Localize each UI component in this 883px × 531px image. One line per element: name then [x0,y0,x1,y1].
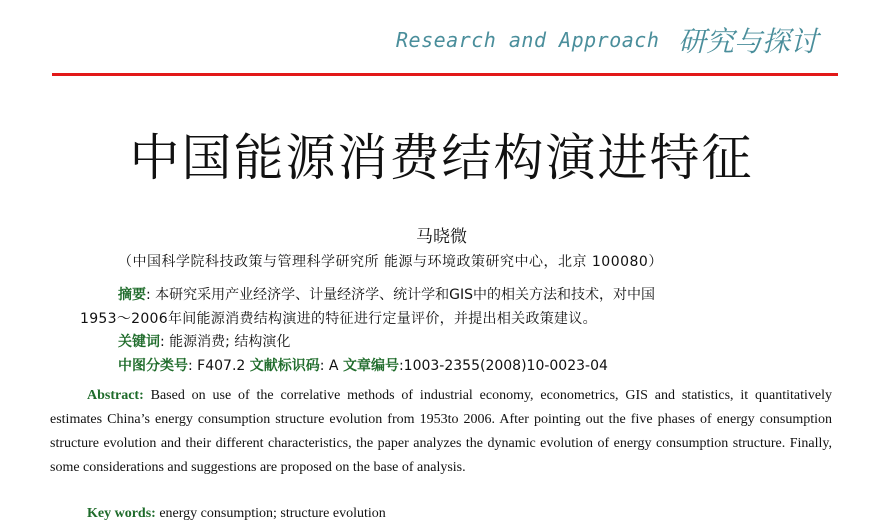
clc-value: : F407.2 [188,358,250,374]
keywords-cn [118,331,883,351]
affiliation: （中国科学院科技政策与管理科学研究所 能源与环境政策研究中心，北京 100080） [118,254,663,270]
clc-label: 中图分类号 [118,358,188,374]
abstract-cn-text1: : 本研究采用产业经济学、计量经济学、统计学和GIS中的相关方法和技术，对中国 [146,287,656,303]
keywords-en [87,506,386,522]
doc-code-value: : A [319,358,343,374]
paper-title: 中国能源消费结构演进特征 [129,129,754,187]
keywords-cn-label: 关键词 [118,334,160,350]
keywords-en-label: Key words: [87,506,156,521]
classification-line [118,355,883,375]
header-chinese: 研究与探讨 [678,25,819,58]
abstract-cn-line2 [80,308,883,328]
keywords-cn-value: : 能源消费; 结构演化 [160,334,291,350]
abstract-en-text: Based on use of the correlative methods of industrial economy, econometrics, GIS and statistics, it quantitatively estimates China’s energy consumption structure evolution from 1953to 2006. After pointing out the five phases of energy consumption structure evolution and their different characteristics, the paper analyzes the dynamic evolution of energy consumption structure. Finally, some considerations and suggestions are proposed on the base of analysis. [50,388,832,475]
article-no-label: 文章编号 [342,358,399,374]
abstract-cn-line1 [118,284,883,304]
doc-code-label: 文献标识码 [249,358,320,374]
keywords-en-value: energy consumption; structure evolution [155,506,386,521]
header-english: Research and Approach [396,28,660,52]
abstract-cn-label: 摘要 [118,287,146,303]
article-no-value: :1003-2355(2008)10-0023-04 [398,358,608,374]
abstract-en [50,384,832,480]
header-rule [52,73,838,76]
author: 马晓微 [416,227,467,247]
running-header [0,18,883,58]
abstract-cn-text2: 1953～2006年间能源消费结构演进的特征进行定量评价，并提出相关政策建议。 [80,311,597,327]
abstract-en-label: Abstract: [87,388,144,403]
